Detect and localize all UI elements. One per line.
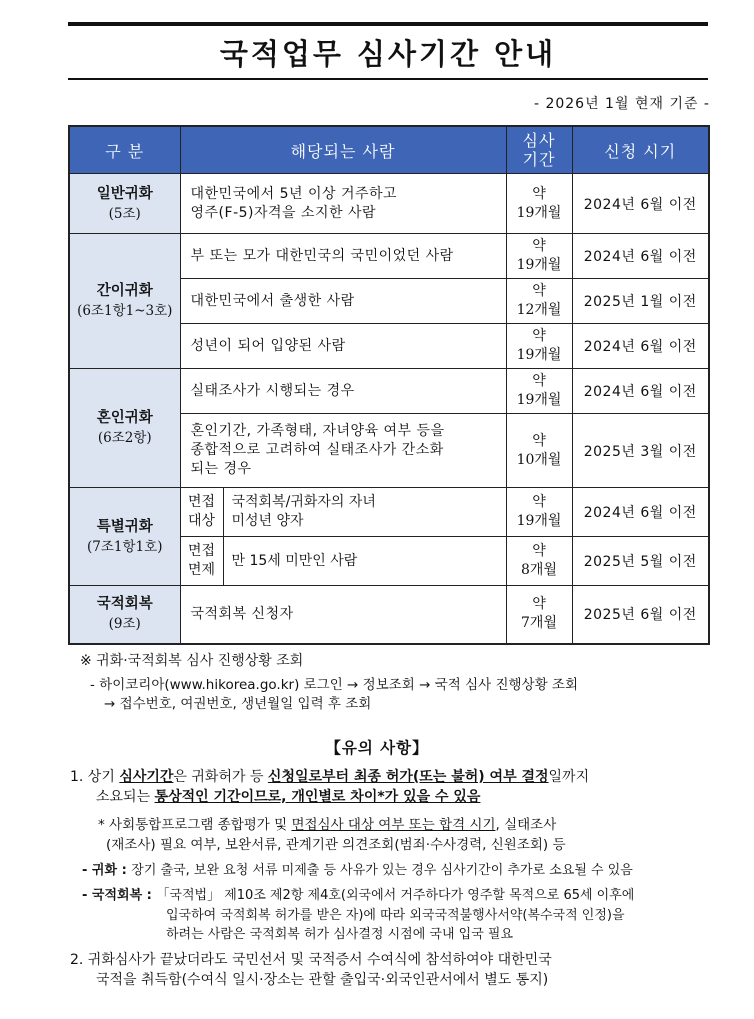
note-line: - 하이코리아(www.hikorea.go.kr) 로그인 → 정보조회 → 국적 심사 진행상황 조회 [90,677,579,693]
period-cell [506,586,572,644]
period-cell [506,488,572,537]
caution-line: 입국하여 국적회복 허가를 받은 자)에 따라 외국국적불행사서약(복수국적 인정)을 [166,907,625,923]
as-of-date: - 2026년 1월 현재 기준 - [533,96,710,112]
table-row [69,234,709,279]
who-cell [180,174,506,234]
caution-item-2 [70,950,720,990]
category-marriage [69,369,180,488]
when-cell: 2025년 5월 이전 [572,537,709,586]
interview-label-line: 대상 [187,513,216,529]
period-cell [506,234,572,279]
text-span: 은 귀화허가 등 [173,769,268,785]
period-prefix: 약 [532,328,546,344]
who-cell [180,537,506,586]
interview-label-line: 면접 [187,494,216,510]
caution-footnote [98,816,718,855]
caution-line: 하려는 사람은 국적회복 허가 심사결정 시점에 국내 입국 필요 [166,927,514,942]
who-cell [180,414,506,488]
period-prefix: 약 [532,543,546,559]
table-row [69,174,709,234]
header-when: 신청 시기 [572,126,709,174]
period-cell [506,414,572,488]
period-cell [506,369,572,414]
caution-line [82,861,722,881]
table-row [69,586,709,644]
caution-line [70,768,720,788]
period-value: 19개월 [516,392,562,408]
text-span: 1. 상기 [70,769,120,785]
period-value: 19개월 [516,204,562,221]
who-line: 종합적으로 고려하여 실태조사가 간소화 [190,442,444,458]
category-general [69,174,180,234]
category-special [69,488,180,586]
category-article: (6조2항) [97,430,152,446]
header-who: 해당되는 사람 [180,126,506,174]
when-cell: 2025년 6월 이전 [572,586,709,644]
who-line: 영주(F-5)자격을 소지한 사람 [190,204,377,221]
category-label: 일반귀화 [96,185,153,202]
caution-line [82,886,722,906]
period-cell [506,279,572,324]
who-line: 대한민국에서 5년 이상 거주하고 [190,185,398,202]
category-article: (9조) [108,616,141,633]
caution-title: 【유의 사항】 [325,739,429,757]
period-value: 19개월 [516,257,562,273]
text-span: 일까지 [548,769,590,785]
table-header-row [69,126,709,174]
table-row [69,488,709,537]
period-prefix: 약 [532,185,546,202]
period-prefix: 약 [532,494,546,510]
text-span: 심사기간 [119,769,174,785]
period-cell [506,537,572,586]
who-cell: 성년이 되어 입양된 사람 [180,324,506,369]
text-span: 소요되는 [96,788,155,805]
when-cell: 2024년 6월 이전 [572,324,709,369]
page-title: 국적업무 심사기간 안내 [219,36,557,71]
category-simple [69,234,180,369]
category-label: 혼인귀화 [96,410,153,426]
period-cell [506,174,572,234]
text-span: - 국적회복 : [82,888,157,903]
period-prefix: 약 [532,283,546,299]
caution-line [96,788,720,808]
category-article: (6조1항1~3호) [77,303,173,319]
who-text [224,488,506,536]
period-value: 7개월 [521,615,557,632]
category-label: 간이귀화 [96,283,153,299]
review-period-table [68,125,710,645]
when-cell: 2025년 3월 이전 [572,414,709,488]
who-cell: 대한민국에서 출생한 사람 [180,279,506,324]
period-prefix: 약 [532,373,546,389]
header-category: 구 분 [69,126,180,174]
period-prefix: 약 [532,238,546,254]
who-line: 미성년 양자 [231,513,304,529]
period-value: 19개월 [516,513,562,529]
text-span: * 사회통합프로그램 종합평가 및 [98,817,292,833]
who-text: 만 15세 미만인 사람 [231,552,358,569]
interview-label [181,488,224,536]
category-article: (7조1항1호) [87,538,163,555]
text-span: 면접심사 대상 여부 또는 합격 시기 [291,817,496,833]
when-cell: 2024년 6월 이전 [572,369,709,414]
period-prefix: 약 [532,432,546,449]
caution-line: 2. 귀화심사가 끝났더라도 국민선서 및 국적증서 수여식에 참석하여야 대한민국 [70,952,552,968]
period-prefix: 약 [532,596,546,613]
category-restore [69,586,180,644]
header-period: 심사 기간 [506,126,572,174]
category-label: 특별귀화 [96,518,153,535]
text-span: , 실태조사 [495,817,557,833]
period-value: 10개월 [516,451,562,468]
period-value: 12개월 [516,302,562,318]
title-box [68,22,708,80]
who-cell: 부 또는 모가 대한민국의 국민이었던 사람 [180,234,506,279]
caution-line: (재조사) 필요 여부, 보완서류, 관계기관 의견조회(범죄·수사경력, 신원조회) 등 [106,836,566,853]
who-cell: 실태조사가 시행되는 경우 [180,369,506,414]
period-cell [506,324,572,369]
when-cell: 2024년 6월 이전 [572,488,709,537]
interview-label [181,537,224,585]
who-cell: 국적회복 신청자 [180,586,506,644]
status-lookup-notes [78,652,718,714]
when-cell: 2024년 6월 이전 [572,174,709,234]
caution-item-1 [70,768,720,807]
interview-label-line: 면접 [187,543,216,559]
when-cell: 2025년 1월 이전 [572,279,709,324]
category-article: (5조) [108,205,141,222]
who-line: 국적회복/귀화자의 자녀 [231,494,376,510]
who-line: 혼인기간, 가족형태, 자녀양육 여부 등을 [190,423,445,439]
caution-restore [82,886,722,945]
text-span: 신청일로부터 최종 허가(또는 불허) 여부 결정 [267,769,549,785]
who-line: 되는 경우 [190,461,252,477]
table-row [69,369,709,414]
note-heading: ※ 귀화·국적회복 심사 진행상황 조회 [80,653,304,669]
caution-naturalization [82,861,722,881]
note-line: → 접수번호, 여권번호, 생년월일 입력 후 조회 [104,696,372,712]
caution-line: 국적을 취득함(수여식 일시·장소는 관할 출입국·외국인관서에서 별도 통지) [96,972,549,988]
text-span: - 귀화 : [82,863,132,878]
category-label: 국적회복 [96,596,153,613]
period-value: 8개월 [521,562,557,578]
split-cell [181,537,506,585]
period-value: 19개월 [516,347,562,363]
who-cell [180,488,506,537]
when-cell: 2024년 6월 이전 [572,234,709,279]
interview-label-line: 면제 [187,562,216,578]
caution-line [98,816,718,836]
text-span: 「국적법」 제10조 제2항 제4호(외국에서 거주하다가 영주할 목적으로 65세 이후에 [156,888,635,903]
text-span: 장기 출국, 보완 요청 서류 미제출 등 사유가 있는 경우 심사기간이 추가로 소요될 수 있음 [131,863,633,878]
text-span: 통상적인 기간이므로, 개인별로 차이*가 있을 수 있음 [154,788,481,805]
split-cell [181,488,506,536]
